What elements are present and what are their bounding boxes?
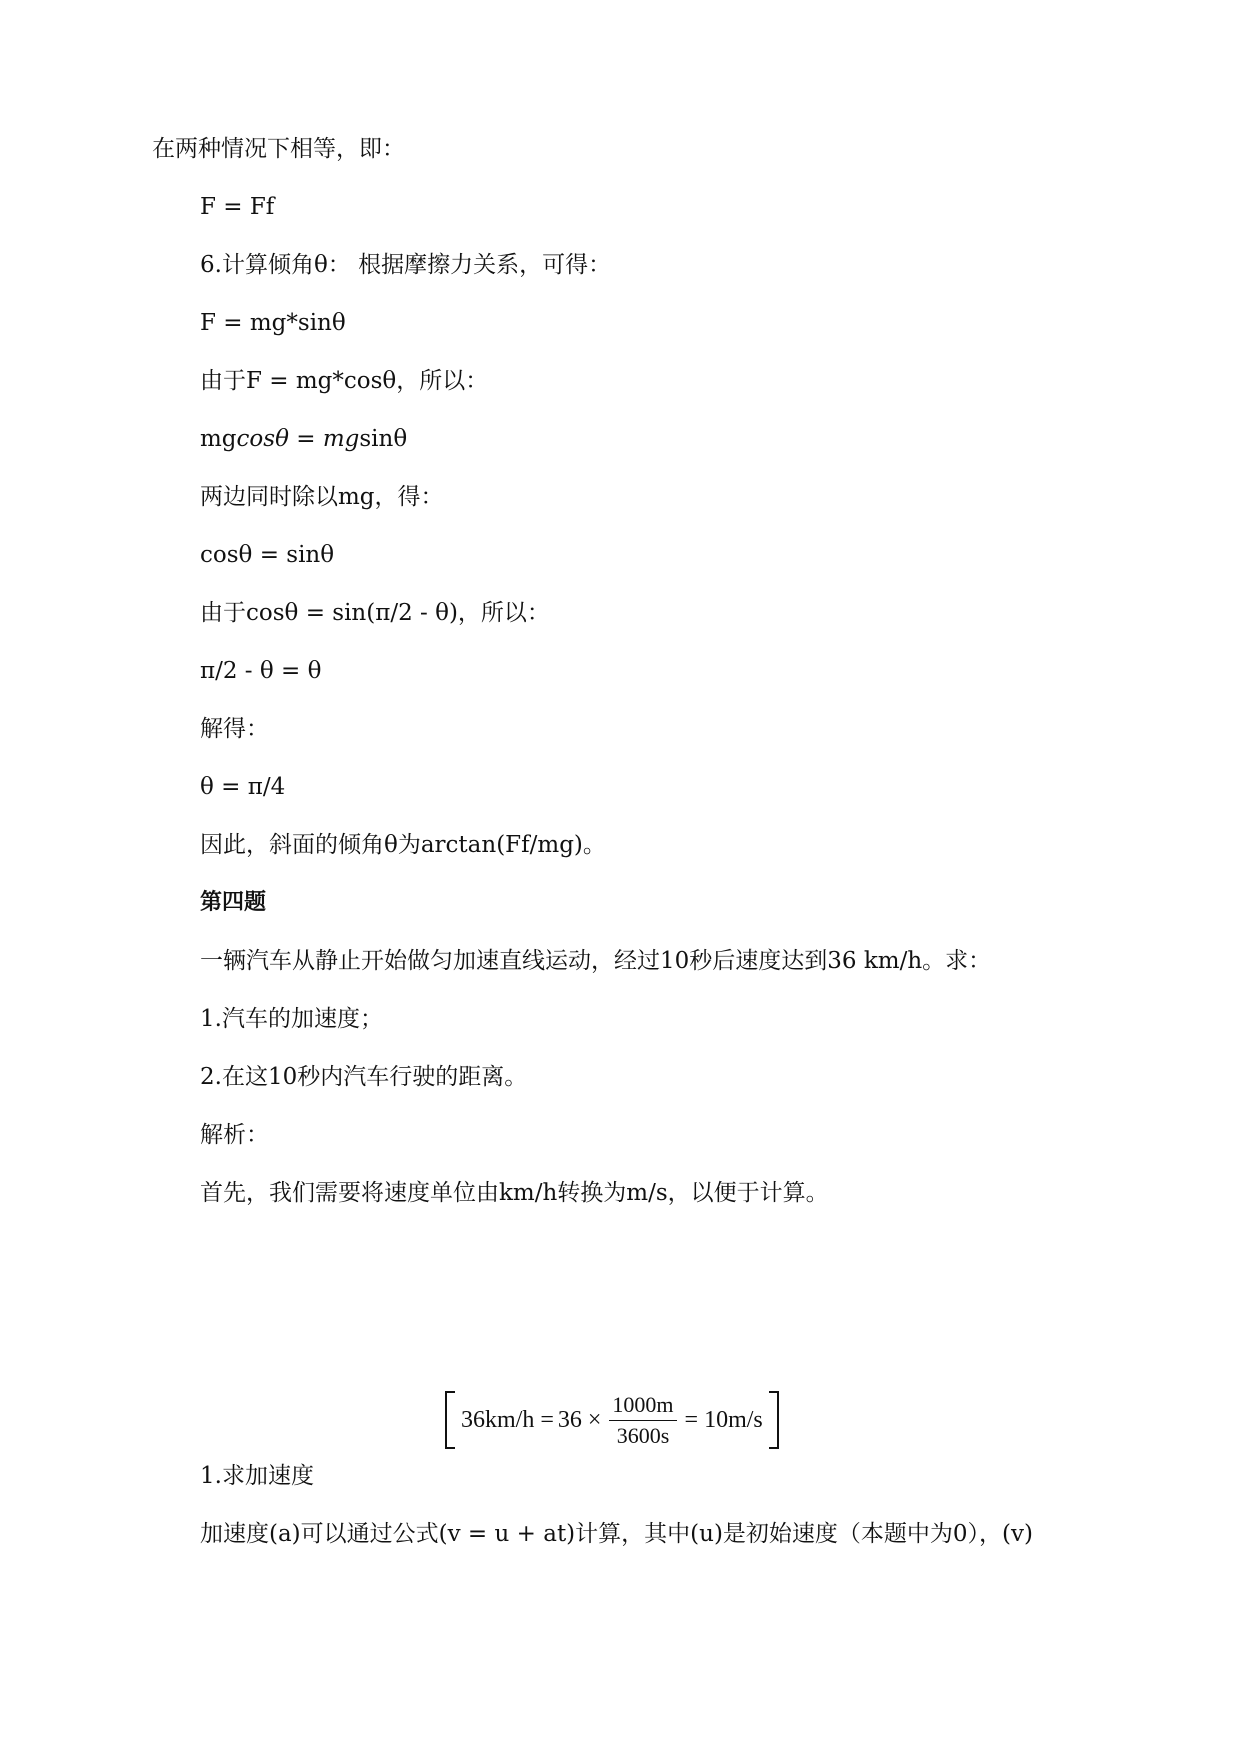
text-line: 6.计算倾角θ： 根据摩擦力关系，可得： [200, 252, 612, 278]
equation-line: F = Ff [200, 194, 275, 220]
text-line: 一辆汽车从静止开始做匀加速直线运动，经过10秒后速度达到36 km/h。求： [200, 948, 992, 974]
text-line: 由于F = mg*cosθ，所以： [200, 368, 489, 394]
left-bracket [445, 1391, 455, 1449]
text-line: 因此，斜面的倾角θ为arctan(Ff/mg)。 [200, 832, 606, 858]
text-line: 1.汽车的加速度； [200, 1006, 383, 1032]
equation-part-italic: cosθ = mg [236, 426, 360, 452]
text-line: 1.求加速度 [200, 1463, 314, 1489]
text-line: 2.在这10秒内汽车行驶的距离。 [200, 1064, 528, 1090]
text-line: 在两种情况下相等，即： [152, 136, 405, 162]
text-line: 首先，我们需要将速度单位由km/h转换为m/s，以便于计算。 [200, 1180, 829, 1206]
text-line: 由于cosθ = sin(π/2 - θ)，所以： [200, 600, 550, 626]
equation-left: 36km/h = [461, 1406, 554, 1433]
right-bracket [769, 1391, 779, 1449]
equation-line [200, 424, 407, 454]
equation-line: F = mg*sinθ [200, 310, 346, 336]
text-line: 解得： [200, 716, 269, 742]
equation-factor: 36 × [557, 1406, 602, 1433]
text-line: 两边同时除以mg，得： [200, 484, 444, 510]
fraction [609, 1392, 676, 1449]
equation-part: sinθ [359, 426, 408, 452]
equation-line: π/2 - θ = θ [200, 658, 322, 684]
equation-part: mg [200, 426, 237, 452]
fraction-numerator: 1000m [612, 1391, 674, 1417]
equation-line: cosθ = sinθ [200, 542, 335, 568]
equation-line: θ = π/4 [200, 774, 286, 800]
fraction-denominator: 3600s [616, 1422, 670, 1448]
section-heading: 第四题 [200, 890, 267, 915]
conversion-equation [445, 1383, 779, 1457]
equation-result: = 10m/s [684, 1406, 763, 1433]
text-line: 加速度(a)可以通过公式(v = u + at)计算，其中(u)是初始速度（本题中为0），(v) [200, 1521, 1033, 1547]
text-line: 解析： [200, 1122, 269, 1148]
